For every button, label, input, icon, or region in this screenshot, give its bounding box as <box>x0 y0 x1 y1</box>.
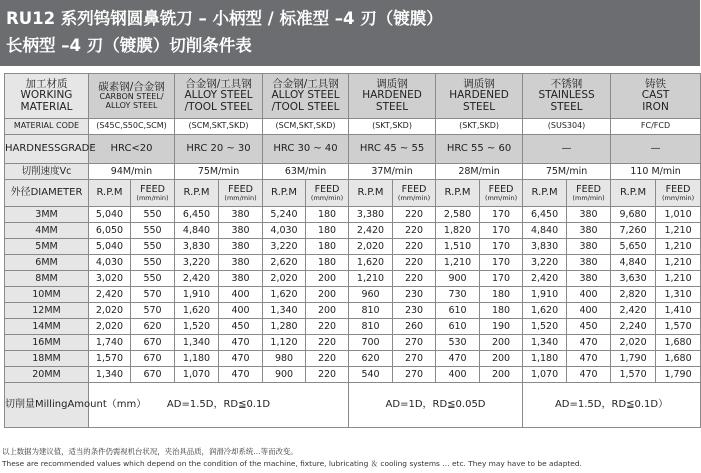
feed-header <box>567 180 611 207</box>
rpm-value: 540 <box>349 367 393 383</box>
rpm-value: 2,620 <box>263 255 306 271</box>
material-name-en1: HARDENED <box>362 89 422 102</box>
feed-unit: (mm/min) <box>484 193 518 202</box>
milling-amount-2: AD=1D，RD≦0.05D <box>349 383 523 428</box>
feed-unit: (mm/min) <box>572 193 605 202</box>
rpm-value: 1,740 <box>89 335 131 351</box>
material-name-cn: 碳素钢/合金钢 <box>98 81 165 94</box>
rpm-value: 3,220 <box>523 255 567 271</box>
feed-value: 180 <box>480 287 523 303</box>
feed-value: 1,680 <box>656 351 701 367</box>
feed-value: 400 <box>219 303 263 319</box>
feed-label: FEED <box>665 183 691 195</box>
milling-amount-3: AD=1.5D，RD≦0.1D） <box>523 383 701 428</box>
rpm-value: 1,820 <box>436 223 480 239</box>
material-code: (SKT,SKD) <box>436 119 523 135</box>
rpm-value: 3,830 <box>175 239 219 255</box>
table-row <box>5 319 701 335</box>
material-name-cn: 铸铁 <box>645 78 667 91</box>
feed-value: 220 <box>393 255 436 271</box>
diameter-value: 18MM <box>5 351 89 367</box>
rpm-value: 2,240 <box>611 319 656 335</box>
rpm-value: 3,630 <box>611 271 656 287</box>
feed-value: 220 <box>393 239 436 255</box>
rpm-header: R.P.M <box>349 180 393 207</box>
rpm-value: 960 <box>349 287 393 303</box>
rpm-value: 1,510 <box>436 239 480 255</box>
rpm-value: 1,620 <box>263 287 306 303</box>
material-code: (SCM,SKT,SKD) <box>175 119 263 135</box>
cutting-speed-value: 110 M/min <box>611 164 701 180</box>
rpm-header: R.P.M <box>263 180 306 207</box>
cutting-conditions-table <box>4 73 701 428</box>
cutting-speed-value: 63M/min <box>263 164 349 180</box>
rpm-value: 1,340 <box>89 367 131 383</box>
rpm-value: 2,420 <box>349 223 393 239</box>
feed-value: 170 <box>480 207 523 223</box>
feed-value: 1,790 <box>656 367 701 383</box>
feed-value: 380 <box>567 207 611 223</box>
rpm-value: 3,830 <box>523 239 567 255</box>
material-name-en2: IRON <box>642 100 669 113</box>
material-code: (SKT,SKD) <box>349 119 436 135</box>
feed-value: 230 <box>393 303 436 319</box>
feed-value: 1,570 <box>656 319 701 335</box>
material-code: (SCM,SKT,SKD) <box>263 119 349 135</box>
feed-value: 270 <box>393 335 436 351</box>
hardness-value: HRC 20 ~ 30 <box>175 135 263 164</box>
diameter-value: 6MM <box>5 255 89 271</box>
rpm-value: 730 <box>436 287 480 303</box>
diameter-label <box>5 180 89 207</box>
material-name-cn: 调质钢 <box>376 78 408 91</box>
feed-label: FEED <box>401 183 427 195</box>
rpm-value: 5,240 <box>263 207 306 223</box>
rpm-value: 700 <box>349 335 393 351</box>
material-name-en1: ALLOY STEEL <box>184 89 253 102</box>
feed-value: 380 <box>219 255 263 271</box>
hardness-value: — <box>523 135 611 164</box>
diameter-value: 10MM <box>5 287 89 303</box>
note-english: These are recommended values which depend on the condition of the machine, fixture, lubricating ＆ cooling systems … etc. They may have to be adapted. <box>2 459 582 468</box>
diameter-value: 12MM <box>5 303 89 319</box>
feed-value: 270 <box>393 351 436 367</box>
feed-unit: (mm/min) <box>224 193 257 202</box>
feed-value: 220 <box>306 319 349 335</box>
feed-unit: (mm/min) <box>136 193 169 202</box>
cutting-speed-label: 切削速度Vc <box>5 164 89 180</box>
rpm-value: 9,680 <box>611 207 656 223</box>
feed-value: 170 <box>480 271 523 287</box>
feed-value: 170 <box>480 223 523 239</box>
rpm-value: 2,420 <box>89 287 131 303</box>
rpm-value: 610 <box>436 319 480 335</box>
feed-value: 180 <box>306 255 349 271</box>
rpm-value: 530 <box>436 335 480 351</box>
hardness-label-1: HARDNESS <box>5 142 61 154</box>
feed-label: FEED <box>488 183 514 195</box>
feed-label: FEED <box>228 183 253 195</box>
feed-value: 380 <box>567 271 611 287</box>
diameter-value: 3MM <box>5 207 89 223</box>
feed-label: FEED <box>314 183 340 195</box>
rpm-value: 2,420 <box>611 303 656 319</box>
material-name-en2: /TOOL STEEL <box>271 100 340 113</box>
rpm-value: 6,050 <box>89 223 131 239</box>
feed-value: 200 <box>480 351 523 367</box>
material-name-cn: 调质钢 <box>463 78 495 91</box>
material-header <box>611 74 701 119</box>
material-name-en2: MATERIAL <box>20 100 73 113</box>
feed-value: 400 <box>219 287 263 303</box>
rpm-value: 2,420 <box>175 271 219 287</box>
feed-value: 550 <box>131 223 175 239</box>
feed-value: 180 <box>480 303 523 319</box>
rpm-value: 5,650 <box>611 239 656 255</box>
material-name-cn: 不锈钢 <box>550 78 583 91</box>
table-row <box>5 271 701 287</box>
feed-value: 1,210 <box>656 239 701 255</box>
rpm-value: 2,820 <box>611 287 656 303</box>
table-row <box>5 287 701 303</box>
feed-value: 220 <box>393 223 436 239</box>
feed-value: 670 <box>131 367 175 383</box>
rpm-value: 1,280 <box>263 319 306 335</box>
rpm-value: 1,620 <box>523 303 567 319</box>
feed-value: 180 <box>306 239 349 255</box>
rpm-value: 2,020 <box>611 335 656 351</box>
material-name-cn: 合金钢/工具钢 <box>185 78 252 91</box>
rpm-value: 1,210 <box>349 271 393 287</box>
rpm-value: 3,020 <box>89 271 131 287</box>
feed-value: 400 <box>567 287 611 303</box>
hardness-value: HRC 45 ~ 55 <box>349 135 436 164</box>
material-name-en1: CAST <box>641 89 670 102</box>
feed-header <box>393 180 436 207</box>
feed-value: 1,010 <box>656 207 701 223</box>
feed-value: 550 <box>131 271 175 287</box>
feed-value: 450 <box>219 319 263 335</box>
hardness-label-2: GRADE <box>60 142 96 154</box>
feed-value: 270 <box>393 367 436 383</box>
diameter-value: 20MM <box>5 367 89 383</box>
rpm-value: 4,840 <box>175 223 219 239</box>
feed-header <box>656 180 701 207</box>
feed-value: 380 <box>219 239 263 255</box>
material-name-en1: HARDENED <box>449 89 509 102</box>
hardness-value: HRC 30 ~ 40 <box>263 135 349 164</box>
feed-value: 220 <box>393 207 436 223</box>
rpm-value: 1,120 <box>263 335 306 351</box>
feed-value: 200 <box>306 303 349 319</box>
rpm-value: 1,340 <box>175 335 219 351</box>
material-code-label: MATERIAL CODE <box>5 119 89 135</box>
material-header-label <box>5 74 89 119</box>
material-header <box>175 74 263 119</box>
feed-value: 170 <box>480 239 523 255</box>
feed-value: 550 <box>131 239 175 255</box>
material-name-en2: STEEL <box>375 100 409 113</box>
feed-value: 470 <box>567 351 611 367</box>
material-name-en1: CARBON STEEL/ <box>99 92 164 102</box>
feed-value: 470 <box>219 335 263 351</box>
rpm-value: 3,380 <box>349 207 393 223</box>
rpm-value: 1,570 <box>89 351 131 367</box>
diameter-label-en: DIAMETER <box>30 186 83 198</box>
feed-value: 670 <box>131 335 175 351</box>
feed-value: 1,310 <box>656 287 701 303</box>
table-row <box>5 239 701 255</box>
rpm-value: 610 <box>436 303 480 319</box>
rpm-value: 5,040 <box>89 207 131 223</box>
feed-value: 180 <box>306 207 349 223</box>
feed-value: 380 <box>567 223 611 239</box>
hardness-value: HRC<20 <box>89 135 175 164</box>
feed-unit: (mm/min) <box>310 193 344 202</box>
material-name-en1: WORKING <box>20 89 73 102</box>
rpm-value: 2,020 <box>89 319 131 335</box>
feed-value: 1,680 <box>656 335 701 351</box>
feed-label: FEED <box>576 183 601 195</box>
rpm-value: 810 <box>349 319 393 335</box>
rpm-value: 2,020 <box>349 239 393 255</box>
table-row <box>5 367 701 383</box>
rpm-header: R.P.M <box>89 180 131 207</box>
feed-value: 230 <box>393 287 436 303</box>
rpm-value: 1,620 <box>175 303 219 319</box>
feed-label: FEED <box>140 183 165 195</box>
rpm-value: 1,070 <box>523 367 567 383</box>
hardness-value: HRC 55 ~ 60 <box>436 135 523 164</box>
note-chinese: 以上数据为建议值，适当的条件仍需视机台状况，夹治具品质，润滑冷却系统…等而改变。 <box>2 447 298 456</box>
rpm-value: 470 <box>436 351 480 367</box>
rpm-value: 980 <box>263 351 306 367</box>
table-row <box>5 255 701 271</box>
feed-value: 670 <box>131 351 175 367</box>
feed-value: 550 <box>131 207 175 223</box>
page-title-line2: 长柄型 –4 刃（镀膜）切削条件表 <box>6 36 252 55</box>
material-header <box>436 74 523 119</box>
hardness-label <box>5 135 96 164</box>
rpm-value: 3,220 <box>263 239 306 255</box>
feed-value: 380 <box>219 271 263 287</box>
material-name-en1: ALLOY STEEL <box>271 89 340 102</box>
rpm-value: 1,570 <box>611 367 656 383</box>
rpm-value: 7,260 <box>611 223 656 239</box>
feed-header <box>306 180 349 207</box>
diameter-value: 16MM <box>5 335 89 351</box>
milling-amount-label <box>5 383 147 428</box>
rpm-value: 1,340 <box>523 335 567 351</box>
rpm-value: 4,030 <box>89 255 131 271</box>
material-name-cn: 合金钢/工具钢 <box>272 78 339 91</box>
feed-value: 450 <box>567 319 611 335</box>
feed-value: 220 <box>393 271 436 287</box>
rpm-value: 1,620 <box>349 255 393 271</box>
feed-value: 180 <box>306 223 349 239</box>
material-name-en2: STEEL <box>462 100 496 113</box>
material-name-en2: STEEL <box>550 100 583 113</box>
table-row <box>5 223 701 239</box>
feed-value: 220 <box>306 351 349 367</box>
material-name-en1: STAINLESS <box>538 89 595 102</box>
feed-value: 190 <box>480 319 523 335</box>
material-header <box>89 74 175 119</box>
rpm-value: 1,180 <box>523 351 567 367</box>
feed-value: 400 <box>567 303 611 319</box>
feed-value: 470 <box>219 351 263 367</box>
feed-value: 200 <box>306 271 349 287</box>
rpm-value: 1,910 <box>175 287 219 303</box>
rpm-value: 1,520 <box>523 319 567 335</box>
hardness-value: — <box>611 135 701 164</box>
feed-value: 1,410 <box>656 303 701 319</box>
feed-header <box>131 180 175 207</box>
rpm-header: R.P.M <box>175 180 219 207</box>
rpm-value: 1,340 <box>263 303 306 319</box>
rpm-value: 810 <box>349 303 393 319</box>
feed-value: 550 <box>131 255 175 271</box>
table-row <box>5 335 701 351</box>
rpm-value: 5,040 <box>89 239 131 255</box>
feed-value: 1,210 <box>656 223 701 239</box>
feed-value: 570 <box>131 287 175 303</box>
feed-value: 220 <box>306 367 349 383</box>
rpm-value: 620 <box>349 351 393 367</box>
rpm-value: 1,790 <box>611 351 656 367</box>
rpm-value: 1,520 <box>175 319 219 335</box>
material-name-en2: ALLOY STEEL <box>105 100 158 110</box>
rpm-header: R.P.M <box>523 180 567 207</box>
feed-value: 470 <box>567 367 611 383</box>
feed-header <box>480 180 523 207</box>
feed-value: 380 <box>567 239 611 255</box>
cutting-speed-value: 75M/min <box>175 164 263 180</box>
rpm-value: 4,840 <box>523 223 567 239</box>
material-header <box>523 74 611 119</box>
diameter-value: 5MM <box>5 239 89 255</box>
rpm-value: 2,420 <box>523 271 567 287</box>
rpm-value: 2,580 <box>436 207 480 223</box>
diameter-value: 4MM <box>5 223 89 239</box>
cutting-speed-value: 94M/min <box>89 164 175 180</box>
rpm-value: 2,020 <box>89 303 131 319</box>
feed-value: 260 <box>393 319 436 335</box>
cutting-speed-value: 28M/min <box>436 164 523 180</box>
feed-value: 1,210 <box>656 255 701 271</box>
rpm-value: 900 <box>436 271 480 287</box>
feed-value: 620 <box>131 319 175 335</box>
diameter-label-cn: 外径 <box>10 186 31 198</box>
rpm-value: 1,910 <box>523 287 567 303</box>
material-code: (S45C,S50C,SCM) <box>89 119 175 135</box>
feed-value: 380 <box>567 255 611 271</box>
material-name-cn: 加工材质 <box>25 78 68 91</box>
diameter-value: 14MM <box>5 319 89 335</box>
rpm-value: 3,220 <box>175 255 219 271</box>
feed-value: 200 <box>480 335 523 351</box>
feed-value: 200 <box>306 287 349 303</box>
page-title-line1: RU12 系列钨钢圆鼻铣刀 – 小柄型 / 标准型 –4 刃（镀膜） <box>6 9 443 28</box>
milling-label-cn: 切削量 <box>5 398 35 410</box>
rpm-value: 1,180 <box>175 351 219 367</box>
material-header <box>263 74 349 119</box>
feed-value: 170 <box>480 255 523 271</box>
title-banner <box>0 0 700 66</box>
feed-value: 380 <box>219 207 263 223</box>
feed-value: 470 <box>567 335 611 351</box>
feed-value: 200 <box>480 367 523 383</box>
milling-label-en2: Amount（mm） <box>67 398 147 410</box>
rpm-value: 2,020 <box>263 271 306 287</box>
rpm-header: R.P.M <box>611 180 656 207</box>
feed-value: 1,210 <box>656 271 701 287</box>
rpm-value: 900 <box>263 367 306 383</box>
rpm-value: 4,840 <box>611 255 656 271</box>
rpm-value: 6,450 <box>523 207 567 223</box>
table-row <box>5 207 701 223</box>
feed-value: 470 <box>219 367 263 383</box>
cutting-speed-value: 37M/min <box>349 164 436 180</box>
feed-header <box>219 180 263 207</box>
feed-value: 220 <box>306 335 349 351</box>
rpm-value: 1,070 <box>175 367 219 383</box>
rpm-value: 1,210 <box>436 255 480 271</box>
feed-value: 570 <box>131 303 175 319</box>
material-name-en2: /TOOL STEEL <box>184 100 253 113</box>
rpm-header: R.P.M <box>436 180 480 207</box>
rpm-value: 6,450 <box>175 207 219 223</box>
rpm-value: 4,030 <box>263 223 306 239</box>
milling-label-en1: Milling <box>35 398 68 410</box>
feed-value: 380 <box>219 223 263 239</box>
feed-unit: (mm/min) <box>397 193 431 202</box>
feed-unit: (mm/min) <box>661 193 695 202</box>
material-header <box>349 74 436 119</box>
rpm-value: 400 <box>436 367 480 383</box>
milling-amount-1: AD=1.5D，RD≦0.1D <box>89 383 349 428</box>
cutting-speed-value: 75M/min <box>523 164 611 180</box>
material-code: FC/FCD <box>611 119 701 135</box>
table-row <box>5 303 701 319</box>
material-code: (SUS304) <box>523 119 611 135</box>
diameter-value: 8MM <box>5 271 89 287</box>
table-row <box>5 351 701 367</box>
